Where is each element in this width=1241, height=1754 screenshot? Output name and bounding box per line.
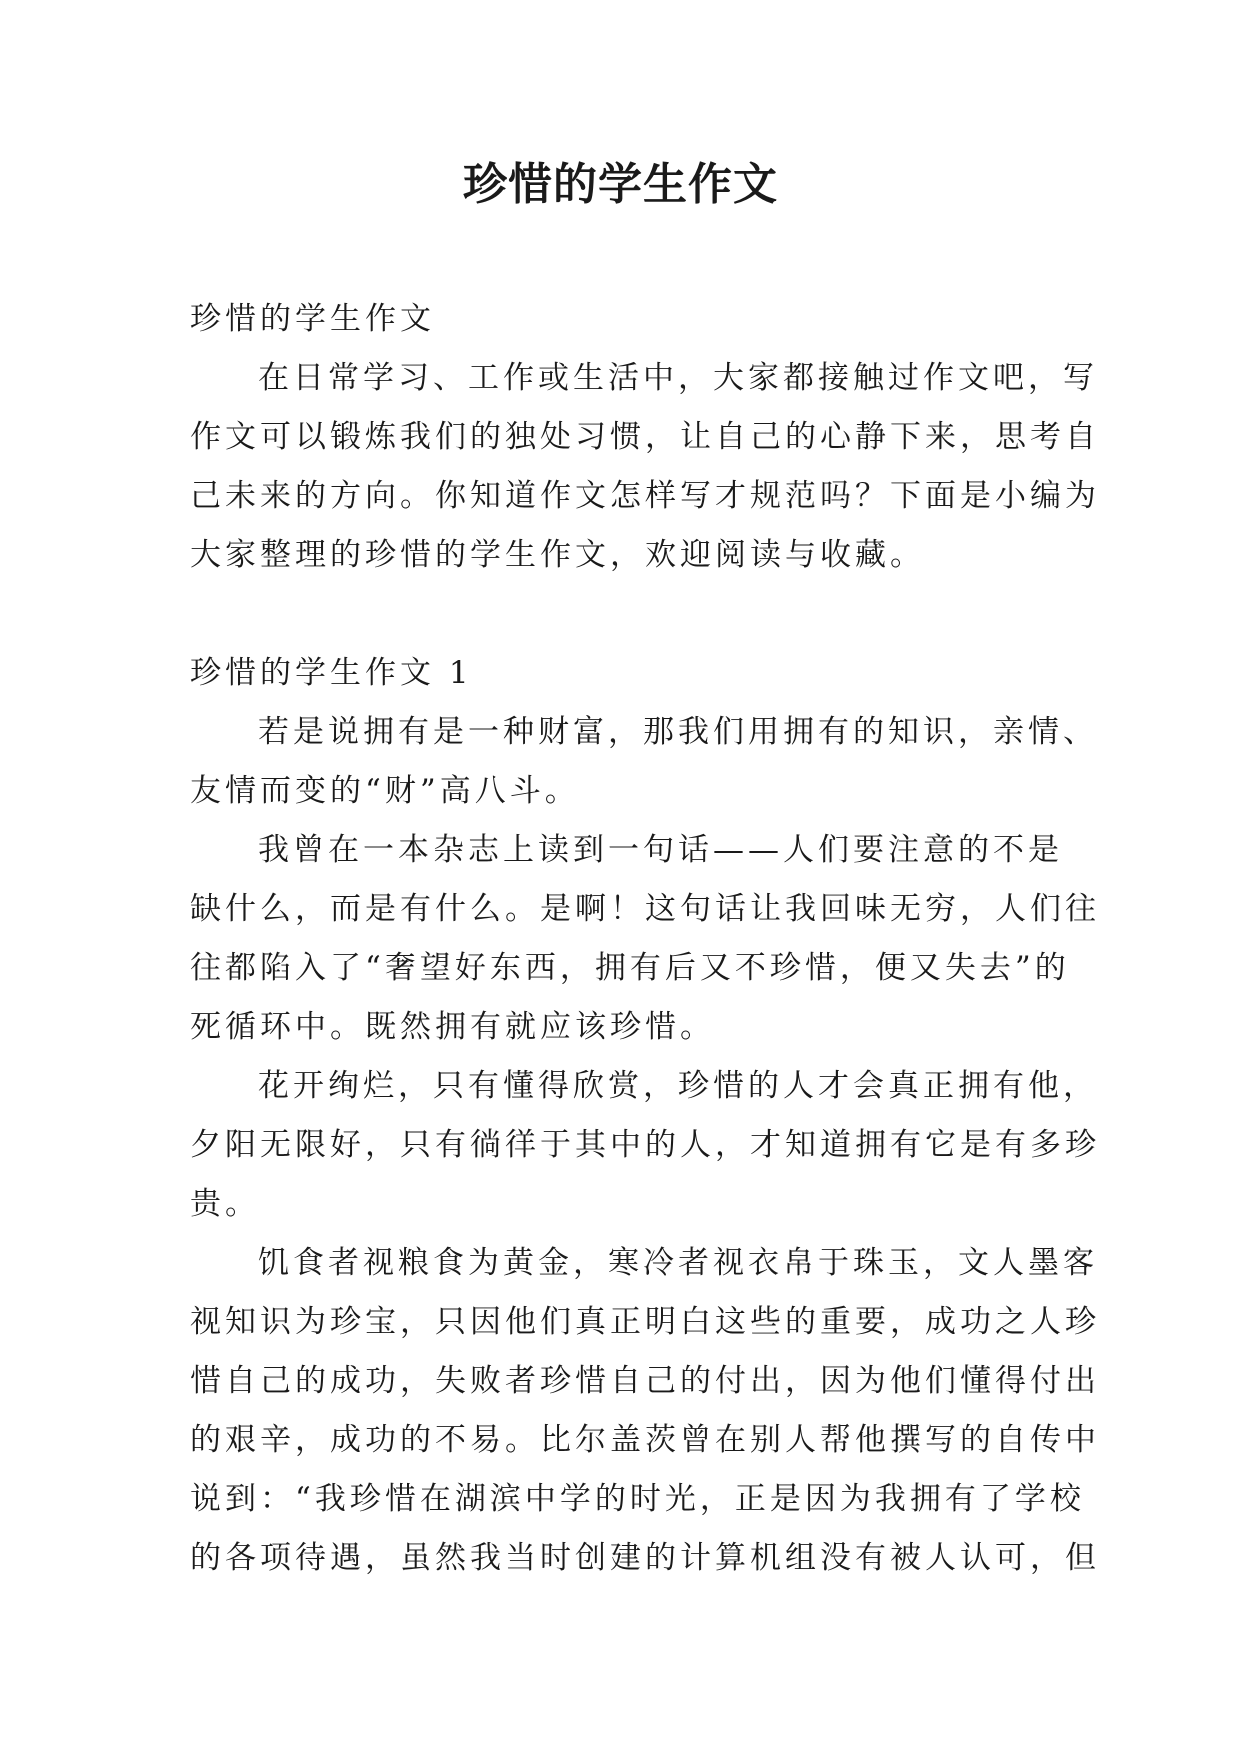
document-body: [190, 290, 1100, 1588]
paragraph-line: 的各项待遇，虽然我当时创建的计算机组没有被人认可，但: [190, 1540, 1100, 1576]
section-heading: 珍惜的学生作文 1: [190, 655, 473, 691]
intro-line: 作文可以锻炼我们的独处习惯，让自己的心静下来，思考自: [190, 419, 1100, 455]
paragraph-line: 缺什么，而是有什么。是啊！这句话让我回味无穷，人们往: [190, 891, 1100, 927]
paragraph-line: 我曾在一本杂志上读到一句话——人们要注意的不是: [258, 832, 1063, 868]
intro-line: 己未来的方向。你知道作文怎样写才规范吗？下面是小编为: [190, 478, 1100, 514]
paragraph-line: 死循环中。既然拥有就应该珍惜。: [190, 1009, 715, 1045]
intro-line: 在日常学习、工作或生活中，大家都接触过作文吧，写: [258, 360, 1098, 396]
paragraph-line: 饥食者视粮食为黄金，寒冷者视衣帛于珠玉，文人墨客: [258, 1245, 1098, 1281]
paragraph-line: 花开绚烂，只有懂得欣赏，珍惜的人才会真正拥有他，: [258, 1068, 1098, 1104]
paragraph-line: 惜自己的成功，失败者珍惜自己的付出，因为他们懂得付出: [190, 1363, 1100, 1399]
paragraph-line: 往都陷入了“奢望好东西，拥有后又不珍惜，便又失去”的: [190, 950, 1070, 986]
paragraph-line: 视知识为珍宝，只因他们真正明白这些的重要，成功之人珍: [190, 1304, 1100, 1340]
blank-line: [190, 585, 1062, 644]
subtitle: 珍惜的学生作文: [190, 301, 435, 337]
paragraph-line: 贵。: [190, 1186, 260, 1222]
paragraph-line: 友情而变的“财”高八斗。: [190, 773, 580, 809]
paragraph-line: 若是说拥有是一种财富，那我们用拥有的知识，亲情、: [258, 714, 1098, 750]
paragraph-line: 的艰辛，成功的不易。比尔盖茨曾在别人帮他撰写的自传中: [190, 1422, 1100, 1458]
intro-line: 大家整理的珍惜的学生作文，欢迎阅读与收藏。: [190, 537, 925, 573]
paragraph-line: 夕阳无限好，只有徜徉于其中的人，才知道拥有它是有多珍: [190, 1127, 1100, 1163]
paragraph-line: 说到：“我珍惜在湖滨中学的时光，正是因为我拥有了学校: [190, 1481, 1085, 1517]
document-title: 珍惜的学生作文: [463, 159, 778, 210]
